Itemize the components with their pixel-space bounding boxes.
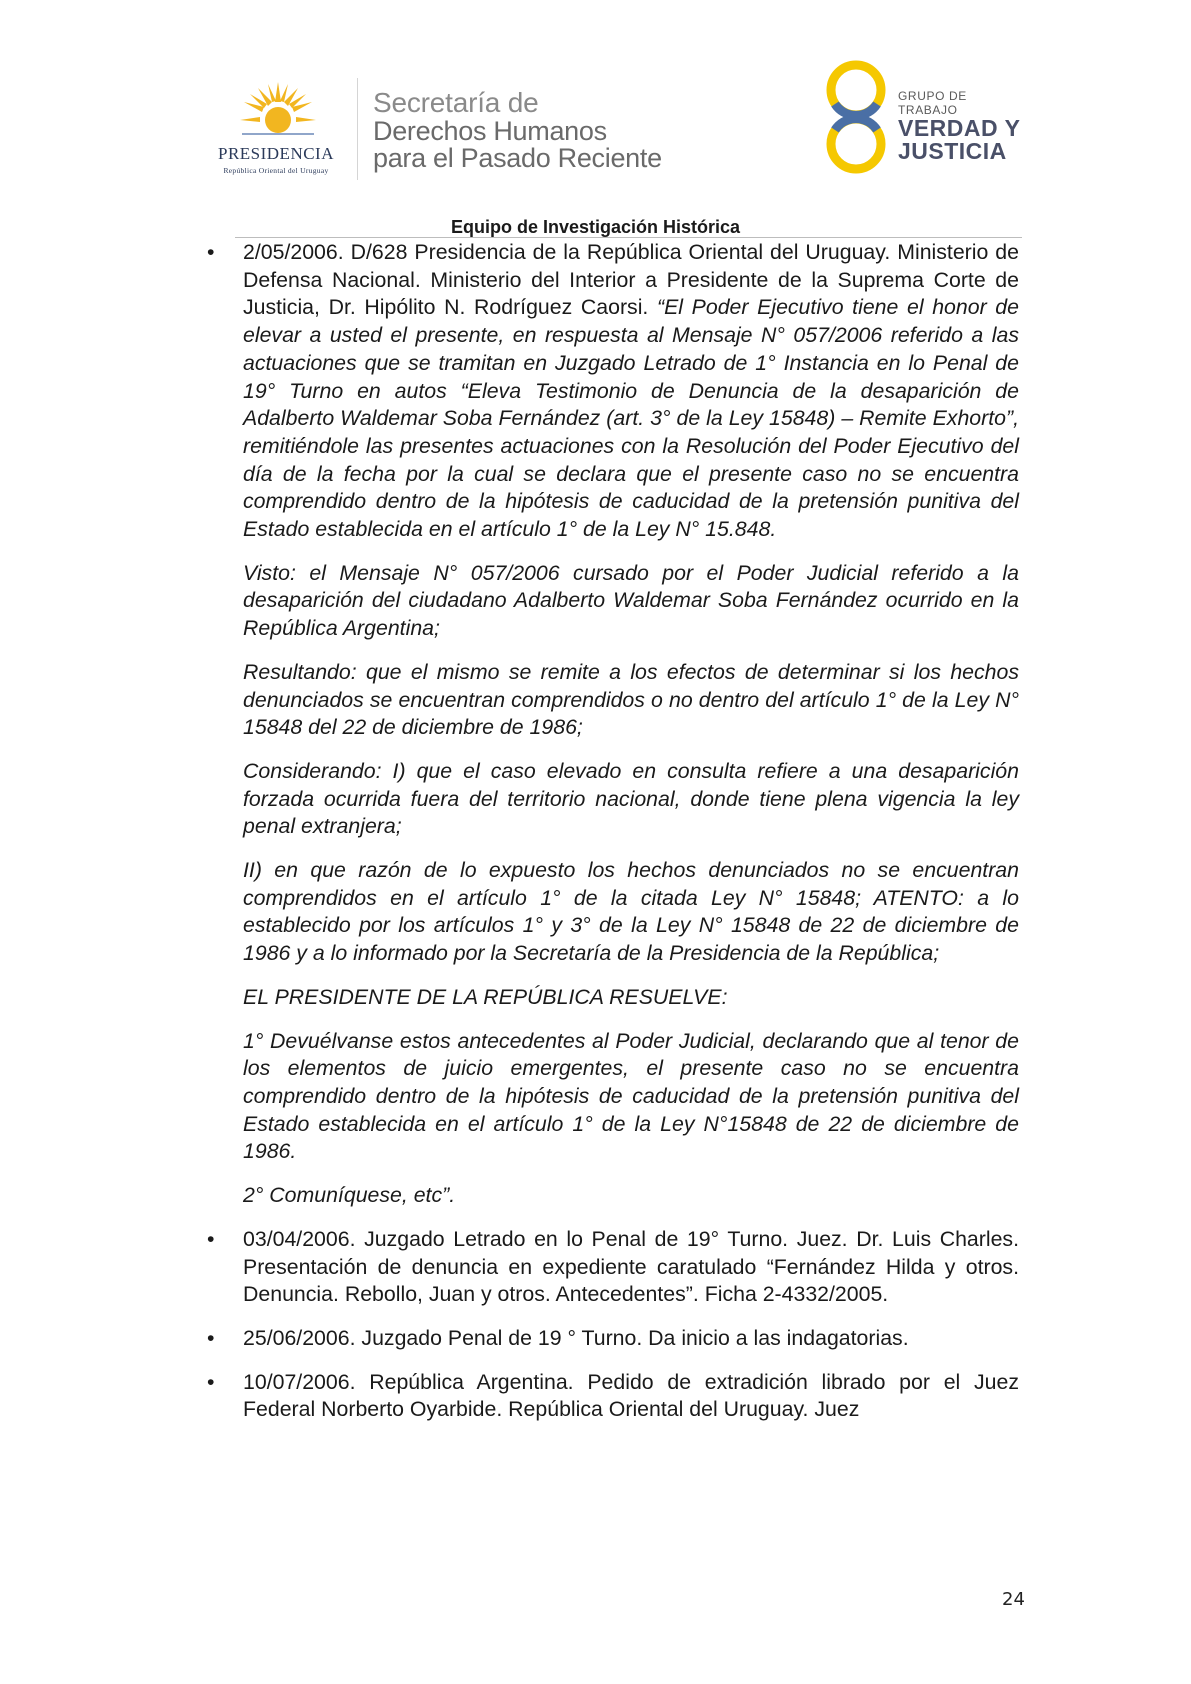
resolution-2-paragraph: 2° Comuníquese, etc”.	[243, 1183, 456, 1208]
grupo-trabajo-line-1: GRUPO DE TRABAJO	[898, 89, 967, 117]
grupo-trabajo-line-2: VERDAD Y	[898, 115, 1021, 141]
page-header	[0, 0, 1191, 237]
team-title: Equipo de Investigación Histórica	[450, 217, 741, 237]
document-body	[207, 239, 1019, 1440]
bullet-marker: •	[207, 1226, 215, 1251]
page-number: 24	[1002, 1589, 1025, 1610]
entry-quote-text: “El Poder Ejecutivo tiene el honor de elevar a usted el presente, en respuesta al Mensaje N° 057/2006 referido a las actuaciones que se tramitan en Juzgado Letrado de 1° Instancia en lo Penal de 19° Turno en autos “Eleva Testimonio de Denuncia de la desaparición de Adalberto Waldemar Soba Fernández (art. 3° de la Ley 15848) – Remite Exhorto”, remitiéndole las presentes actuaciones con la Resolución del Poder Ejecutivo del día de la fecha por la cual se declara que el presente caso no se encuentra comprendido dentro de la hipótesis de caducidad de la pretensión punitiva del Estado establecida en el artículo 1° de la Ley N° 15.848.	[243, 295, 1019, 542]
presidencia-subtitle: República Oriental del Uruguay	[223, 166, 329, 175]
bullet-marker: •	[207, 240, 215, 264]
list-item	[207, 1369, 1019, 1424]
secretaria-line-2: Derechos Humanos	[373, 116, 607, 146]
grupo-trabajo-text	[898, 89, 1028, 163]
entry-paragraph: 10/07/2006. República Argentina. Pedido de extradición librado por el Juez Federal Norberto Oyarbide. República Oriental del Uruguay. Juez	[243, 1369, 1019, 1422]
bullet-marker: •	[207, 1325, 215, 1350]
resolution-1-paragraph: 1° Devuélvanse estos antecedentes al Poder Judicial, declarando que al tenor de los elementos de juicio emergentes, el presente caso no se encuentra comprendido dentro de la hipótesis de caducidad de la pretensión punitiva del Estado establecida en el artículo 1° de la Ley N°15848 de 22 de diciembre de 1986.	[243, 1028, 1019, 1164]
grupo-trabajo-line-3: JUSTICIA	[898, 138, 1007, 164]
considerando-2-paragraph: II) en que razón de lo expuesto los hechos denunciados no se encuentran comprendidos en el artículo 1° de la citada Ley N° 15848; ATENTO: a lo establecido por los artículos 1° y 3° de la Ley N° 15848 de 22 de diciembre de 1986 y a lo informado por la Secretaría de la Presidencia de la República;	[243, 858, 1019, 966]
bullet-marker: •	[207, 1369, 215, 1394]
header-rule	[235, 237, 1022, 238]
secretaria-line-1: Secretaría de	[373, 87, 539, 118]
list-item	[207, 239, 1019, 1210]
considerando-paragraph: Considerando: I) que el caso elevado en consulta refiere a una desaparición forzada ocurrida fuera del territorio nacional, donde tiene plena vigencia la ley penal extranjera;	[243, 758, 1019, 839]
secretaria-line-3: para el Pasado Reciente	[373, 143, 662, 173]
resultando-paragraph: Resultando: que el mismo se remite a los efectos de determinar si los hechos denunciados se encuentran comprendidos o no dentro del artículo 1° de la Ley N° 15848 del 22 de diciembre de 1986;	[243, 659, 1019, 740]
entry-paragraph: 25/06/2006. Juzgado Penal de 19 ° Turno. Da inicio a las indagatorias.	[243, 1325, 909, 1350]
sun-emblem-icon	[238, 80, 318, 138]
secretaria-logo-text	[373, 88, 662, 172]
rings-emblem-icon	[818, 56, 898, 181]
list-item	[207, 1226, 1019, 1309]
entry-paragraph: 03/04/2006. Juzgado Letrado en lo Penal de 19° Turno. Juez. Dr. Luis Charles. Presentación de denuncia en expediente caratulado “Fernández Hilda y otros. Denuncia. Rebollo, Juan y otros. Antecedentes”. Ficha 2-4332/2005.	[243, 1226, 1019, 1307]
logo-divider	[357, 78, 358, 180]
grupo-trabajo-logo	[818, 56, 1028, 181]
list-item	[207, 1325, 1019, 1353]
entry-lead-text: 2/05/2006. D/628 Presidencia de la República Oriental del Uruguay. Ministerio de Defensa Nacional. Ministerio del Interior a Presidente de la Suprema Corte de Justicia, Dr. Hipólito N. Rodríguez Caorsi.	[243, 240, 1019, 320]
entry-paragraph	[243, 239, 1019, 544]
resuelve-heading: EL PRESIDENTE DE LA REPÚBLICA RESUELVE:	[243, 984, 728, 1009]
presidencia-text: PRESIDENCIA	[217, 144, 334, 163]
visto-paragraph: Visto: el Mensaje N° 057/2006 cursado por el Poder Judicial referido a la desaparición del ciudadano Adalberto Waldemar Soba Fernández ocurrido en la República Argentina;	[243, 560, 1019, 641]
presidencia-logo	[198, 80, 354, 180]
